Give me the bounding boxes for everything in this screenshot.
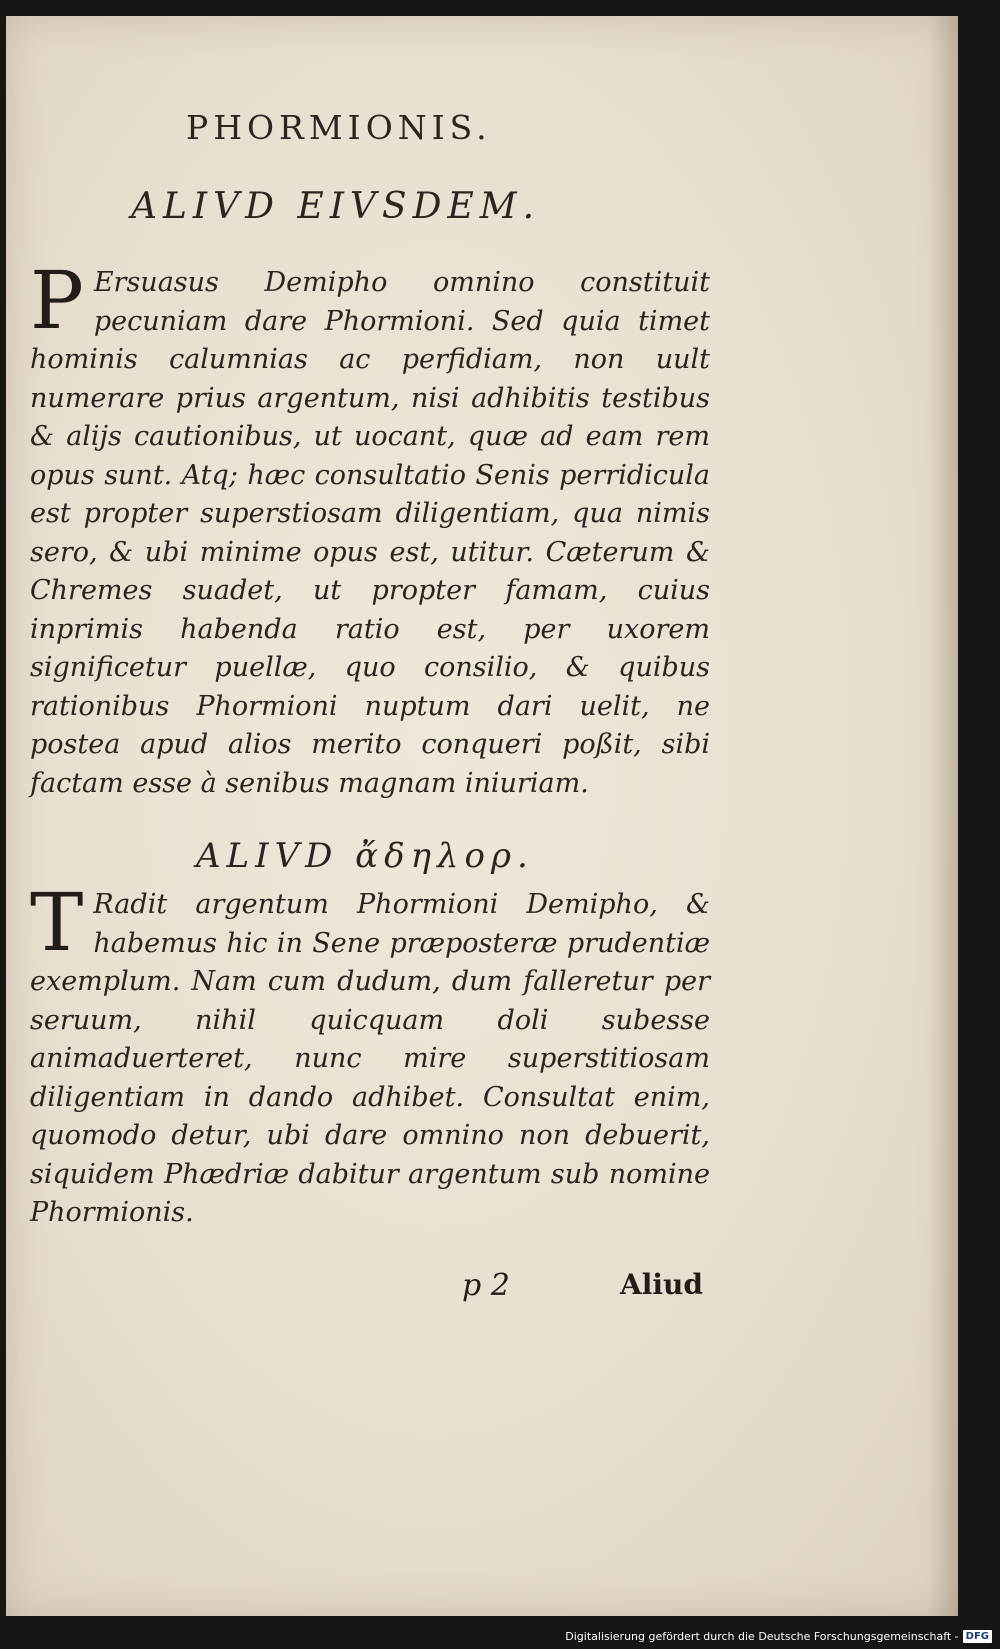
catchword: Aliud — [620, 1268, 703, 1301]
funding-attribution — [565, 1630, 992, 1643]
dfg-logo: DFG — [963, 1630, 992, 1643]
section-title-1: ALIVD EIVSDEM. — [131, 186, 541, 227]
paragraph-2 — [30, 876, 710, 1233]
paragraph-1-text: Ersuasus Demipho omnino constituit pecuniam dare Phormioni. Sed quia timet hominis calumnias ac perfidiam, non uult numerare prius argentum, nisi adhibitis testibus & alijs cautionibus, ut uocant, quæ ad eam rem opus sunt. Atq; hæc consultatio Senis perridicula est propter superstiosam diligentiam, qua nimis sero, & ubi minime opus est, utitur. Cæterum & Chremes suadet, ut propter famam, cuius inprimis habenda ratio est, per uxorem significetur puellæ, quo consilio, & quibus rationibus Phormioni nuptum dari uelit, ne postea apud alios merito conqueri poßit, sibi factam esse à senibus magnam iniuriam. — [30, 267, 710, 799]
attribution-text: Digitalisierung gefördert durch die Deutsche Forschungsgemeinschaft - — [565, 1630, 959, 1643]
drop-cap-2: T — [30, 876, 84, 969]
drop-cap-1: P — [30, 254, 84, 347]
running-head: PHORMIONIS. — [186, 108, 492, 147]
paragraph-2-text: Radit argentum Phormioni Demipho, & habemus hic in Sene præposteræ prudentiæ exemplum. Nam cum dudum, dum falleretur per seruum, nihil quicquam doli subesse animaduerteret, nunc mire superstitiosam diligentiam in dando adhibet. Consultat enim, quomodo detur, ubi dare omnino non debuerit, siquidem Phædriæ dabitur argentum sub nomine Phormionis. — [30, 889, 710, 1228]
book-page — [6, 16, 958, 1616]
paragraph-1 — [30, 254, 710, 803]
page-edge-shadow — [928, 16, 958, 1616]
section-title-2: ALIVD ἄδηλορ. — [196, 836, 534, 876]
signature-mark: p 2 — [462, 1268, 510, 1303]
